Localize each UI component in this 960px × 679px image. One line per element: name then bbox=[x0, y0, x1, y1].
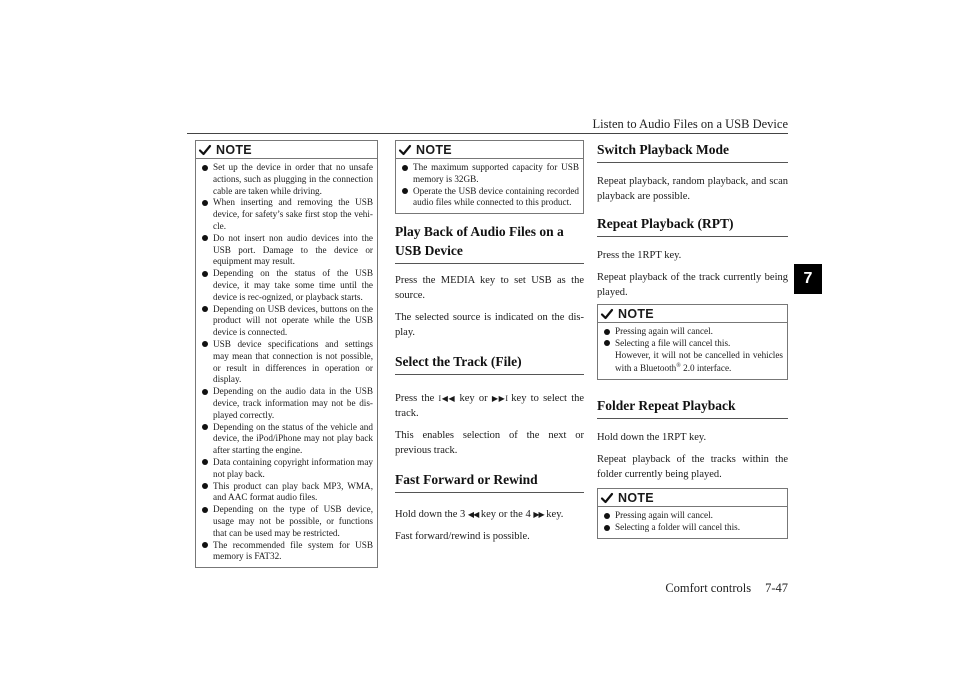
fast-forward-icon: ▶▶ bbox=[533, 510, 544, 520]
text-run: Hold down the 3 bbox=[395, 509, 466, 521]
heading-play-back: Play Back of Audio Files on a USB Device bbox=[395, 222, 584, 264]
heading-switch-playback: Switch Playback Mode bbox=[597, 140, 788, 163]
note-item: Depending on the status of the USB device, it may take some time until the device is rec-ognized, or playback starts. bbox=[200, 268, 373, 303]
paragraph: This enables selection of the next or previous track. bbox=[395, 430, 584, 457]
text-run: key or the 4 bbox=[480, 509, 531, 521]
note-list bbox=[196, 159, 377, 567]
column-3 bbox=[597, 140, 788, 539]
heading-repeat-playback: Repeat Playback (RPT) bbox=[597, 214, 788, 237]
paragraph-fast-forward bbox=[395, 507, 584, 522]
column-2 bbox=[395, 140, 584, 544]
paragraph: Hold down the 1RPT key. bbox=[597, 432, 707, 444]
note-item: Depending on the audio data in the USB device, track information may not be dis-played correctly. bbox=[200, 386, 373, 421]
note-item: When inserting and removing the USB device, for safety’s sake first stop the vehi-cle. bbox=[200, 197, 373, 232]
note-label: NOTE bbox=[618, 306, 654, 321]
note-header bbox=[196, 141, 377, 159]
note-item: Depending on USB devices, buttons on the product will not operate while the USB device is connected. bbox=[200, 304, 373, 339]
heading-folder-repeat: Folder Repeat Playback bbox=[597, 396, 788, 419]
note-list bbox=[598, 507, 787, 538]
skip-forward-icon: ▶▶I bbox=[491, 394, 508, 404]
page-footer bbox=[665, 581, 788, 596]
header-rule bbox=[187, 133, 788, 134]
text-run: However, it will not be cancelled in vehicles with a Bluetooth bbox=[615, 349, 783, 374]
note-item: The maximum supported capacity for USB memory is 32GB. bbox=[400, 162, 579, 186]
rewind-icon: ◀◀ bbox=[467, 510, 479, 520]
note-box-capacity bbox=[395, 140, 584, 214]
note-item: The recommended file system for USB memory is FAT32. bbox=[200, 540, 373, 564]
heading-fast-forward: Fast Forward or Rewind bbox=[395, 470, 584, 493]
note-item: Depending on the type of USB device, usage may not be possible, or functions that can be used may be restricted. bbox=[200, 504, 373, 539]
skip-back-icon: I◀◀ bbox=[438, 394, 456, 404]
note-item: This product can play back MP3, WMA, and AAC format audio files. bbox=[200, 481, 373, 505]
note-item: USB device specifications and settings may mean that connection is not possible, or result in differences in operation or display. bbox=[200, 339, 373, 386]
text-run: key to select the track. bbox=[395, 393, 585, 420]
chapter-tab: 7 bbox=[794, 264, 822, 294]
note-check-icon bbox=[198, 143, 212, 157]
note-item: Operate the USB device containing recorded audio files while connected to this product. bbox=[400, 186, 579, 210]
note-subtext bbox=[615, 350, 783, 376]
note-item: Pressing again will cancel. bbox=[602, 326, 783, 338]
note-text: Selecting a file will cancel this. bbox=[615, 337, 731, 348]
paragraph: Press the MEDIA key to set USB as the source. bbox=[395, 275, 584, 302]
text-run: key. bbox=[546, 509, 564, 521]
note-check-icon bbox=[600, 307, 614, 321]
note-list bbox=[598, 323, 787, 379]
note-item: Selecting a folder will cancel this. bbox=[602, 522, 783, 534]
heading-select-track: Select the Track (File) bbox=[395, 352, 584, 375]
paragraph: Repeat playback, random playback, and scan playback are possible. bbox=[597, 176, 788, 202]
registered-mark: ® bbox=[676, 363, 681, 370]
note-check-icon bbox=[398, 143, 412, 157]
text-run: key or bbox=[459, 393, 488, 405]
note-header bbox=[598, 489, 787, 507]
page-header-title: Listen to Audio Files on a USB Device bbox=[592, 117, 788, 131]
note-item bbox=[602, 338, 783, 375]
footer-page-number: 7-47 bbox=[765, 581, 788, 595]
note-box-folder bbox=[597, 488, 788, 539]
column-1 bbox=[195, 140, 378, 568]
paragraph: Repeat playback of the track currently being played. bbox=[597, 272, 788, 298]
footer-section: Comfort controls bbox=[665, 581, 752, 595]
note-item: Depending on the status of the vehicle and device, the iPod/iPhone may not play back after starting the engine. bbox=[200, 422, 373, 457]
note-header bbox=[396, 141, 583, 159]
note-list bbox=[396, 159, 583, 213]
paragraph-select-track bbox=[395, 391, 584, 421]
paragraph: Repeat playback of the tracks within the folder currently being played. bbox=[597, 454, 788, 481]
text-run: 2.0 interface. bbox=[680, 363, 732, 374]
note-item: Do not insert non audio devices into the USB port. Damage to the device or equipment may result. bbox=[200, 233, 373, 268]
note-box-usb-general bbox=[195, 140, 378, 568]
paragraph: Press the 1RPT key. bbox=[597, 250, 682, 261]
note-item: Set up the device in order that no unsafe actions, such as plugging in the connection cable are taken while driving. bbox=[200, 162, 373, 197]
paragraph: Fast forward/rewind is possible. bbox=[395, 531, 530, 543]
note-check-icon bbox=[600, 491, 614, 505]
note-item: Data containing copyright information may not play back. bbox=[200, 457, 373, 481]
note-label: NOTE bbox=[618, 490, 654, 505]
note-item: Pressing again will cancel. bbox=[602, 510, 783, 522]
note-header bbox=[598, 305, 787, 323]
note-label: NOTE bbox=[216, 142, 252, 157]
note-label: NOTE bbox=[416, 142, 452, 157]
note-box-repeat bbox=[597, 304, 788, 380]
paragraph: The selected source is indicated on the dis-play. bbox=[395, 312, 584, 339]
text-run: Press the bbox=[395, 393, 435, 405]
